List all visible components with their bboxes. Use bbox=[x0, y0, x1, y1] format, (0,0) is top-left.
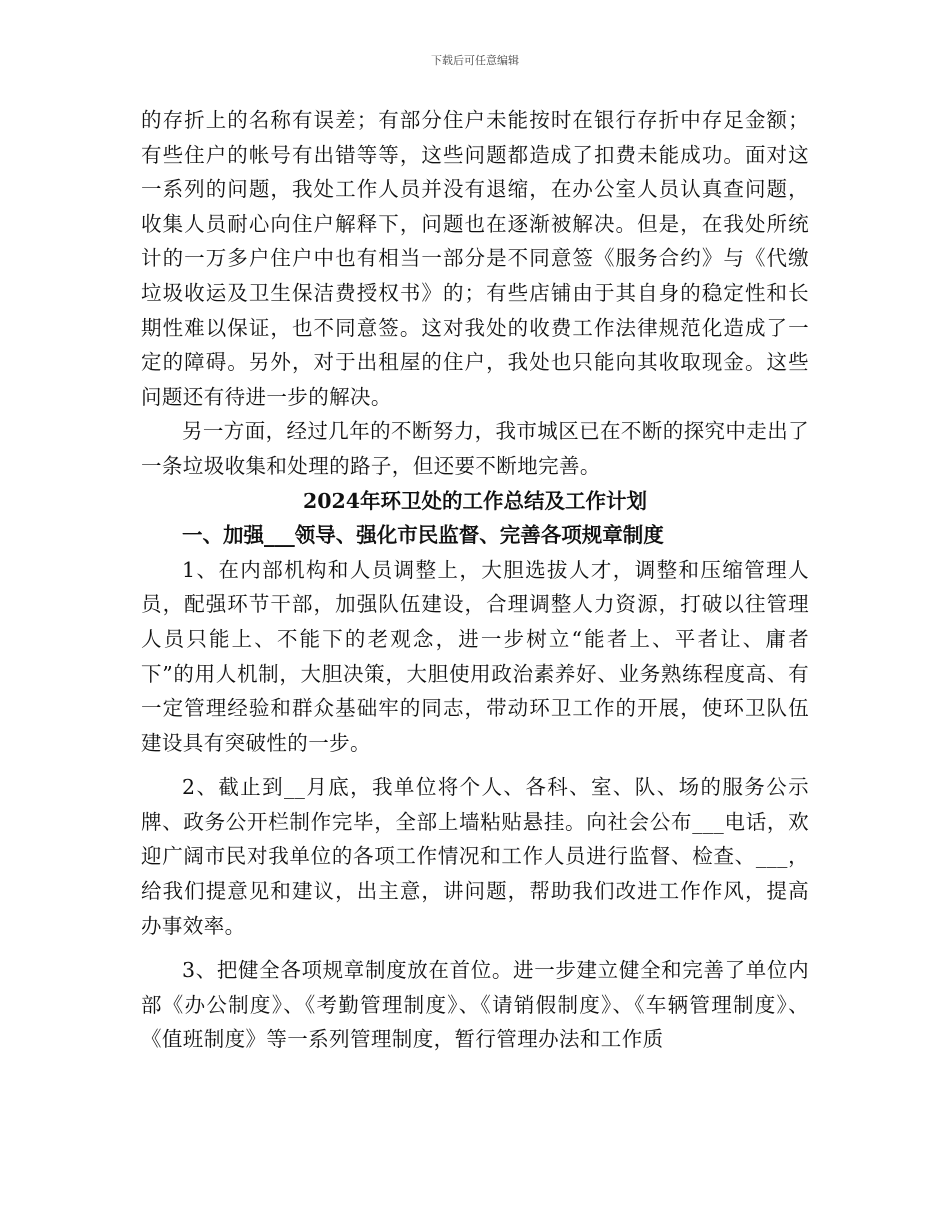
document-title: 2024年环卫处的工作总结及工作计划 bbox=[302, 488, 648, 513]
document-body bbox=[141, 103, 809, 1057]
list-item-3: 3、把健全各项规章制度放在首位。进一步建立健全和完善了单位内部《办公制度》、《考勤管理制度》、《请销假制度》、《车辆管理制度》、《值班制度》等一系列管理制度，暂行管理办法和工作质 bbox=[141, 958, 809, 1052]
paragraph-summary: 另一方面，经过几年的不断努力，我市城区已在不断的探究中走出了一条垃圾收集和处理的路子，但还要不断地完善。 bbox=[141, 419, 809, 478]
paragraph-continued: 的存折上的名称有误差；有部分住户未能按时在银行存折中存足金额；有些住户的帐号有出错等等，这些问题都造成了扣费未能成功。面对这一系列的问题，我处工作人员并没有退缩，在办公室人员认真查问题，收集人员耐心向住户解释下，问题也在逐渐被解决。但是，在我处所统计的一万多户住户中也有相当一部分是不同意签《服务合约》与《代缴垃圾收运及卫生保洁费授权书》的；有些店铺由于其自身的稳定性和长期性难以保证，也不同意签。这对我处的收费工作法律规范化造成了一定的障碍。另外，对于出租屋的住户，我处也只能向其收取现金。这些问题还有待进一步的解决。 bbox=[141, 108, 809, 409]
list-item-2: 2、截止到__月底，我单位将个人、各科、室、队、场的服务公示牌、政务公开栏制作完毕，全部上墙粘贴悬挂。向社会公布___电话，欢迎广阔市民对我单位的各项工作情况和工作人员进行监督、检查、___，给我们提意见和建议，出主意，讲问题，帮助我们改进工作作风，提高办事效率。 bbox=[141, 775, 809, 938]
list-item-1: 1、在内部机构和人员调整上，大胆选拔人才，调整和压缩管理人员，配强环节干部，加强队伍建设，合理调整人力资源，打破以往管理人员只能上、不能下的老观念，进一步树立“能者上、平者让、庸者下”的用人机制，大胆决策，大胆使用政治素养好、业务熟练程度高、有一定管理经验和群众基础牢的同志，带动环卫工作的开展，使环卫队伍建设具有突破性的一步。 bbox=[141, 557, 809, 755]
section-heading-1: 一、加强___领导、强化市民监督、完善各项规章制度 bbox=[182, 523, 664, 548]
page-header-note: 下载后可任意编辑 bbox=[431, 54, 519, 67]
